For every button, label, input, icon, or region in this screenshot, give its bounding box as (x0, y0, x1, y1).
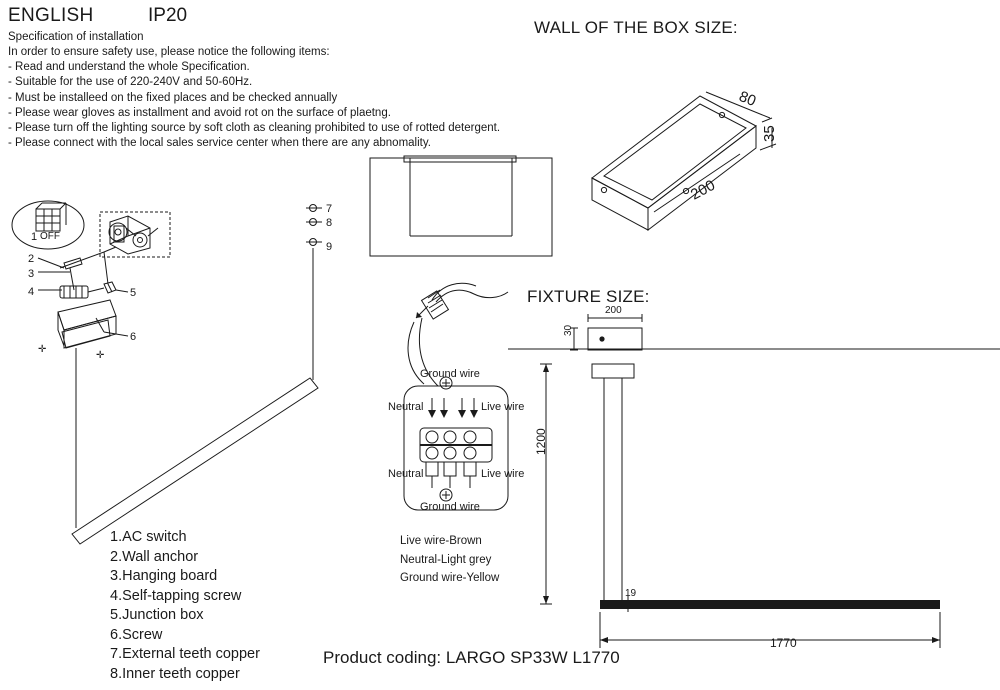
callout-4: 4 (28, 286, 35, 298)
legend-item: 7.External teeth copper (110, 646, 260, 662)
callout-2: 2 (28, 253, 35, 265)
callout-5: 5 (130, 287, 137, 299)
callout-1: 1 (31, 231, 38, 243)
wall-box-isometric (592, 88, 778, 230)
dimension-box-height-35: 35 (761, 125, 778, 142)
legend-item: 2.Wall anchor (110, 548, 199, 565)
legend-item: 1.AC switch (110, 529, 187, 545)
label-live-wire-bottom: Live wire (481, 468, 525, 480)
product-coding-label: Product coding: LARGO SP33W L1770 (323, 648, 620, 667)
spec-item: - Please connect with the local sales service center when there are any abnomality. (8, 137, 431, 150)
fixture-size-diagram (508, 314, 1000, 648)
dimension-plate-height-30: 30 (563, 324, 574, 336)
wire-legend-item: Ground wire-Yellow (400, 572, 500, 584)
wire-legend-item: Neutral-Light grey (400, 553, 492, 566)
switch-off-label: OFF (40, 231, 60, 242)
fixture-canopy (592, 364, 634, 378)
canopy-plate (588, 328, 642, 350)
label-ground-wire-bottom: Ground wire (420, 501, 480, 513)
callout-9: 9 (326, 241, 333, 253)
wire-legend-item: Live wire-Brown (400, 535, 482, 547)
fixture-body (600, 600, 940, 609)
specification-title: Specification of installation (8, 31, 144, 43)
spec-item: - Must be installeed on the fixed places and be checked annually (8, 91, 338, 104)
label-neutral-top: Neutral (388, 401, 424, 413)
callout-6: 6 (130, 331, 137, 343)
language-label: ENGLISH (8, 5, 94, 26)
ac-switch-body (36, 209, 60, 231)
callout-8: 8 (326, 217, 333, 229)
dimension-box-width-80: 80 (736, 87, 759, 110)
dimension-profile-height-19: 19 (625, 588, 637, 599)
svg-text:✛: ✛ (38, 344, 47, 355)
spec-item: - Suitable for the use of 220-240V and 50-60Hz. (8, 76, 253, 89)
legend-item: 3.Hanging board (110, 568, 218, 584)
callout-7: 7 (326, 203, 333, 215)
wall-box-size-heading: WALL OF THE BOX SIZE: (534, 18, 738, 37)
spec-intro: In order to ensure safety use, please notice the following items: (8, 46, 330, 58)
spec-item: - Please wear gloves as installment and avoid rot on the surface of plaetng. (8, 106, 391, 119)
ceiling-mount-frame (370, 158, 552, 256)
legend-item: 4.Self-tapping screw (110, 587, 242, 604)
spec-item: - Please turn off the lighting source by soft cloth as cleaning prohibited to use of rotted detergent. (8, 122, 501, 135)
dimension-length-1770: 1770 (770, 636, 797, 650)
callout-3: 3 (28, 268, 35, 280)
label-live-wire-top: Live wire (481, 401, 525, 413)
svg-text:✛: ✛ (96, 350, 105, 361)
label-ground-wire-top: Ground wire (420, 368, 480, 380)
luminaire-profile (72, 378, 318, 544)
wiring-diagram (404, 283, 508, 510)
spec-item: - Read and understand the whole Specification. (8, 61, 250, 74)
legend-item: 5.Junction box (110, 607, 204, 623)
label-neutral-bottom: Neutral (388, 468, 424, 480)
dimension-plate-width-200: 200 (605, 305, 622, 316)
dimension-drop-1200: 1200 (534, 428, 548, 455)
dimension-box-length-200: 200 (687, 176, 718, 204)
legend-item: 6.Screw (110, 626, 163, 643)
ip-rating-label: IP20 (148, 5, 188, 26)
legend-item: 8.Inner teeth copper (110, 665, 240, 682)
fixture-size-heading: FIXTURE SIZE: (527, 287, 650, 306)
